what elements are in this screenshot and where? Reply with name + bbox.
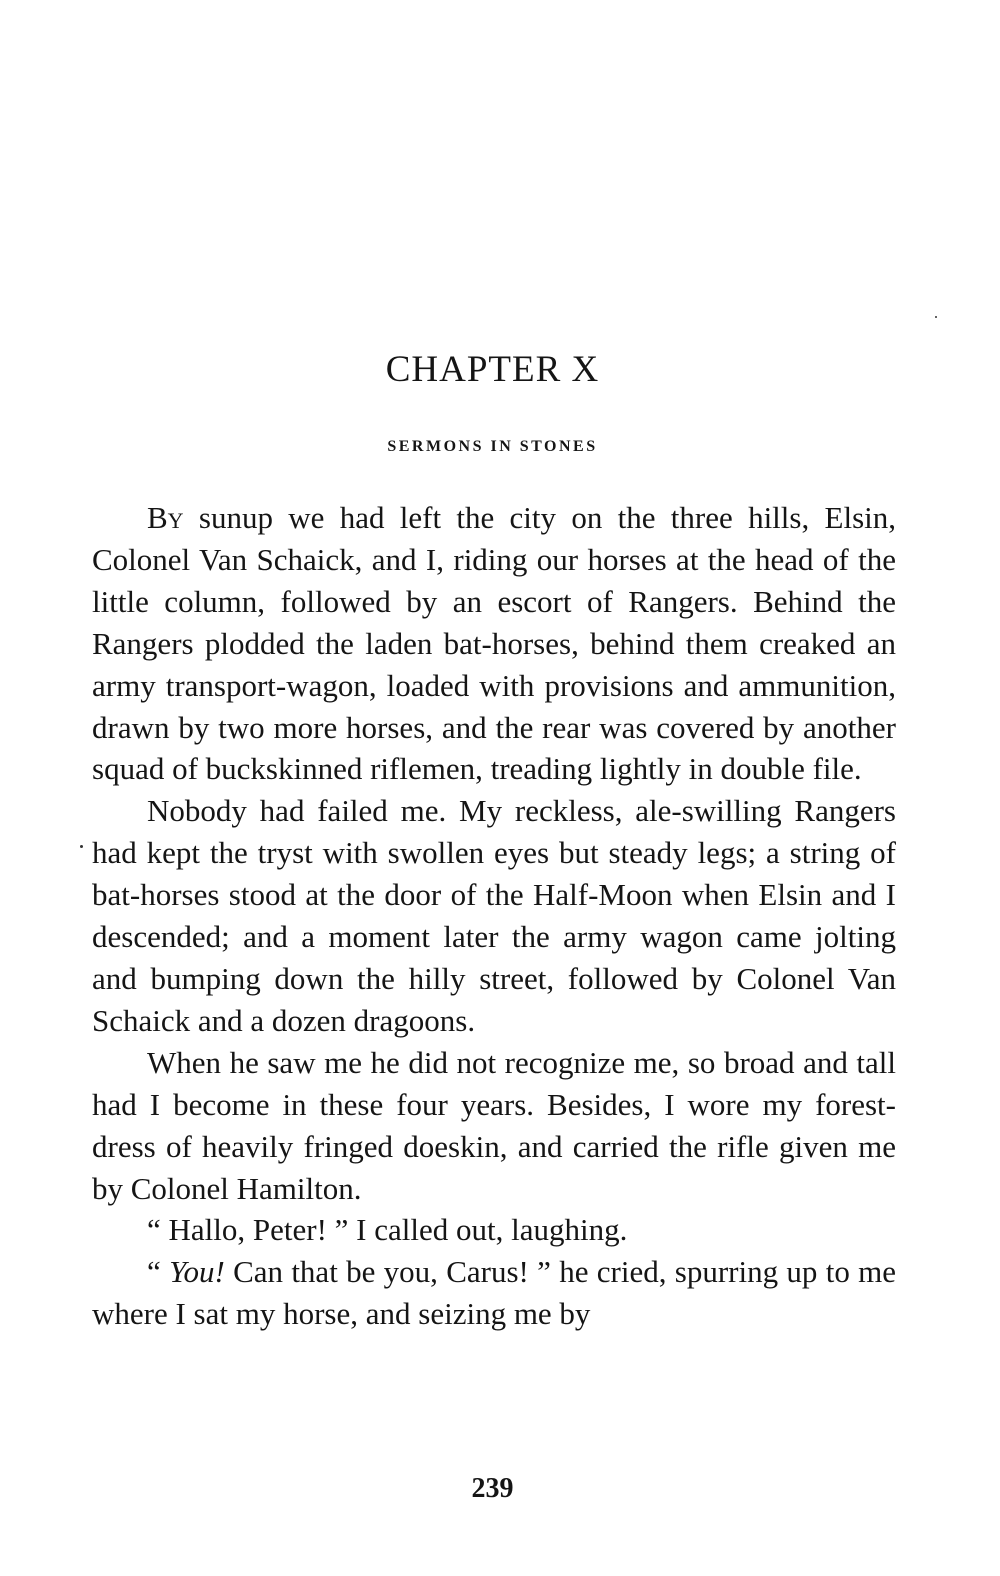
paragraph-text: sunup we had left the city on the three hills, Elsin, Colonel Van Schaick, and I, riding our horses at the head of the little column, followed by an escort of Rangers. Behind the Rangers plodded the laden bat-horses, behind them creaked an army transport-wagon, loaded with provisions and ammunition, drawn by two more horses, and the rear was covered by another squad of buckskinned riflemen, treading lightly in double file.: [92, 500, 896, 787]
print-speck: [80, 845, 83, 848]
paragraph-open-quote: “: [147, 1254, 170, 1290]
chapter-title: CHAPTER X: [385, 349, 600, 390]
paragraph-lead-word: By: [147, 500, 184, 535]
paragraph-text: Can that be you, Carus! ” he cried, spurring up to me where I sat my horse, and seizing me by: [92, 1254, 896, 1332]
paragraph-text: “ Hallo, Peter! ” I called out, laughing.: [147, 1212, 628, 1248]
paragraph-emphasis: You!: [169, 1254, 225, 1290]
chapter-body: [92, 497, 896, 1335]
paragraph-text: When he saw me he did not recognize me, so broad and tall had I become in these four years. Besides, I wore my forest-dress of heavily fringed doeskin, and carried the rifle given me by Colonel Hamilton.: [92, 1044, 896, 1206]
paragraph: [92, 1251, 896, 1335]
print-speck: [935, 316, 937, 318]
paragraph: [92, 1209, 896, 1251]
paragraph: [92, 1042, 896, 1210]
paragraph: [92, 497, 896, 790]
paragraph-text: Nobody had failed me. My reckless, ale-swilling Rangers had kept the tryst with swollen eyes but steady legs; a string of bat-horses stood at the door of the Half-Moon when Elsin and I descended; and a moment later the army wagon came jolting and bumping down the hilly street, followed by Colonel Van Schaick and a dozen dragoons.: [92, 793, 896, 1038]
page-number: 239: [471, 1473, 514, 1504]
paragraph: [92, 790, 896, 1041]
chapter-subtitle: SERMONS IN STONES: [387, 438, 598, 455]
